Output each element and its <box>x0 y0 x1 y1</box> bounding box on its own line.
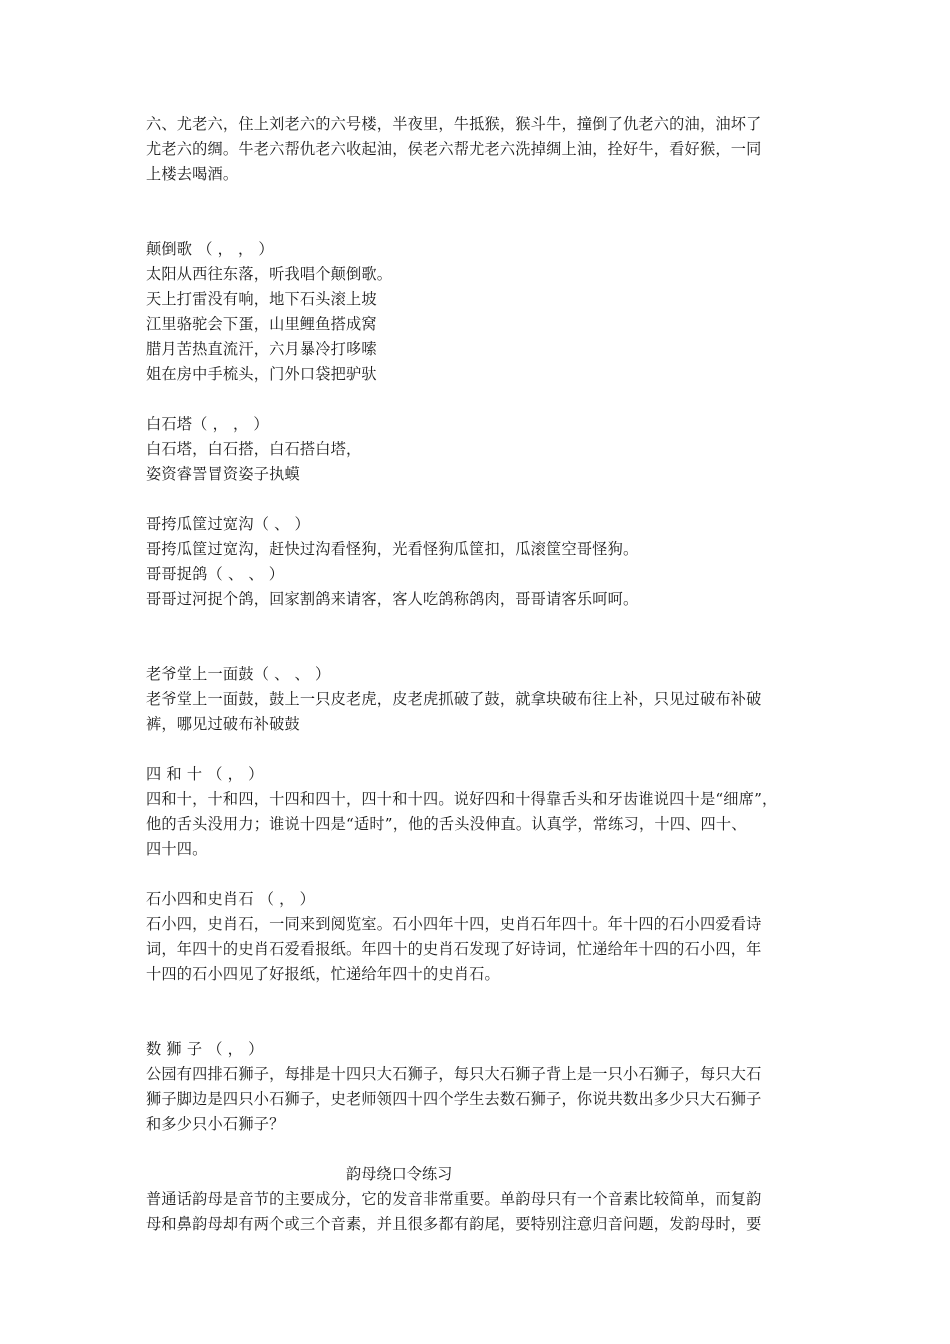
spacer <box>146 612 811 662</box>
paragraph-line: 母和鼻韵母却有两个或三个音素，并且很多都有韵尾，要特别注意归音问题，发韵母时，要 <box>146 1215 762 1233</box>
spacer <box>146 487 811 512</box>
paragraph-line: 哥哥过河捉个鸽，回家割鸽来请客，客人吃鸽称鸽肉，哥哥请客乐呵呵。 <box>146 590 639 608</box>
paragraph-line: 公园有四排石狮子，每排是十四只大石狮子，每只大石狮子背上是一只小石狮子，每只大石 <box>146 1065 762 1083</box>
section-title: 白石塔（ ， ， ） <box>146 415 269 433</box>
paragraph-line: 老爷堂上一面鼓，鼓上一只皮老虎，皮老虎抓破了鼓，就拿块破布往上补，只见过破布补破 <box>146 690 762 708</box>
paragraph-line: 姿资睿詈冒资姿子执蟆 <box>146 465 300 483</box>
paragraph-line: 四和十，十和四，十四和四十，四十和十四。说好四和十得靠舌头和牙齿谁说四十是“细席”， <box>146 790 778 808</box>
paragraph-line: 哥挎瓜筐过宽沟，赶快过沟看怪狗，光看怪狗瓜筐扣，瓜滚筐空哥怪狗。 <box>146 540 639 558</box>
spacer <box>146 187 811 237</box>
section-title: 四 和 十 （ ， ） <box>146 765 264 783</box>
section-title: 石小四和史肖石 （ ， ） <box>146 890 315 908</box>
paragraph-line: 四十四。 <box>146 840 208 858</box>
paragraph-line: 尤老六的绸。牛老六帮仇老六收起油，侯老六帮尤老六洗掉绸上油，拴好牛，看好猴，一同 <box>146 140 762 158</box>
paragraph-line: 十四的石小四见了好报纸，忙递给年四十的史肖石。 <box>146 965 500 983</box>
paragraph-line: 腊月苦热直流汗，六月暴冷打哆嗦 <box>146 340 377 358</box>
section-title: 哥挎瓜筐过宽沟（ 、 ） <box>146 515 310 533</box>
paragraph-line: 他的舌头没用力；谁说十四是“适时”，他的舌头没伸直。认真学，常练习，十四、四十、 <box>146 815 747 833</box>
paragraph-line: 江里骆驼会下蛋，山里鲤鱼搭成窝 <box>146 315 377 333</box>
section-title: 哥哥捉鸽（ 、 、 ） <box>146 565 285 583</box>
paragraph-line: 和多少只小石狮子？ <box>146 1115 285 1133</box>
spacer <box>146 987 811 1037</box>
section-title: 颠倒歌 （ ， ， ） <box>146 240 274 258</box>
paragraph-line: 太阳从西往东落，听我唱个颠倒歌。 <box>146 265 393 283</box>
paragraph-line: 词，年四十的史肖石爱看报纸。年四十的史肖石发现了好诗词，忙递给年十四的石小四，年 <box>146 940 762 958</box>
document-body <box>146 112 811 1237</box>
paragraph-line: 白石塔，白石搭，白石搭白塔， <box>146 440 362 458</box>
section-heading: 韵母绕口令练习 <box>346 1165 453 1183</box>
section-title: 数 狮 子 （ ， ） <box>146 1040 264 1058</box>
paragraph-line: 裤，哪见过破布补破鼓 <box>146 715 300 733</box>
spacer <box>146 387 811 412</box>
paragraph-line: 狮子脚边是四只小石狮子，史老师领四十四个学生去数石狮子，你说共数出多少只大石狮子 <box>146 1090 762 1108</box>
spacer <box>146 862 811 887</box>
paragraph-line: 石小四，史肖石，一同来到阅览室。石小四年十四，史肖石年四十。年十四的石小四爱看诗 <box>146 915 762 933</box>
paragraph-line: 上楼去喝酒。 <box>146 165 239 183</box>
section-title: 老爷堂上一面鼓（ 、 、 ） <box>146 665 331 683</box>
paragraph-line: 普通话韵母是音节的主要成分，它的发音非常重要。单韵母只有一个音素比较简单，而复韵 <box>146 1190 762 1208</box>
spacer <box>146 737 811 762</box>
spacer <box>146 1137 811 1162</box>
paragraph-line: 天上打雷没有响，地下石头滚上坡 <box>146 290 377 308</box>
paragraph-line: 姐在房中手梳头，门外口袋把驴驮 <box>146 365 377 383</box>
paragraph-line: 六、尤老六，住上刘老六的六号楼，半夜里，牛抵猴，猴斗牛，撞倒了仇老六的油，油坏了 <box>146 115 762 133</box>
